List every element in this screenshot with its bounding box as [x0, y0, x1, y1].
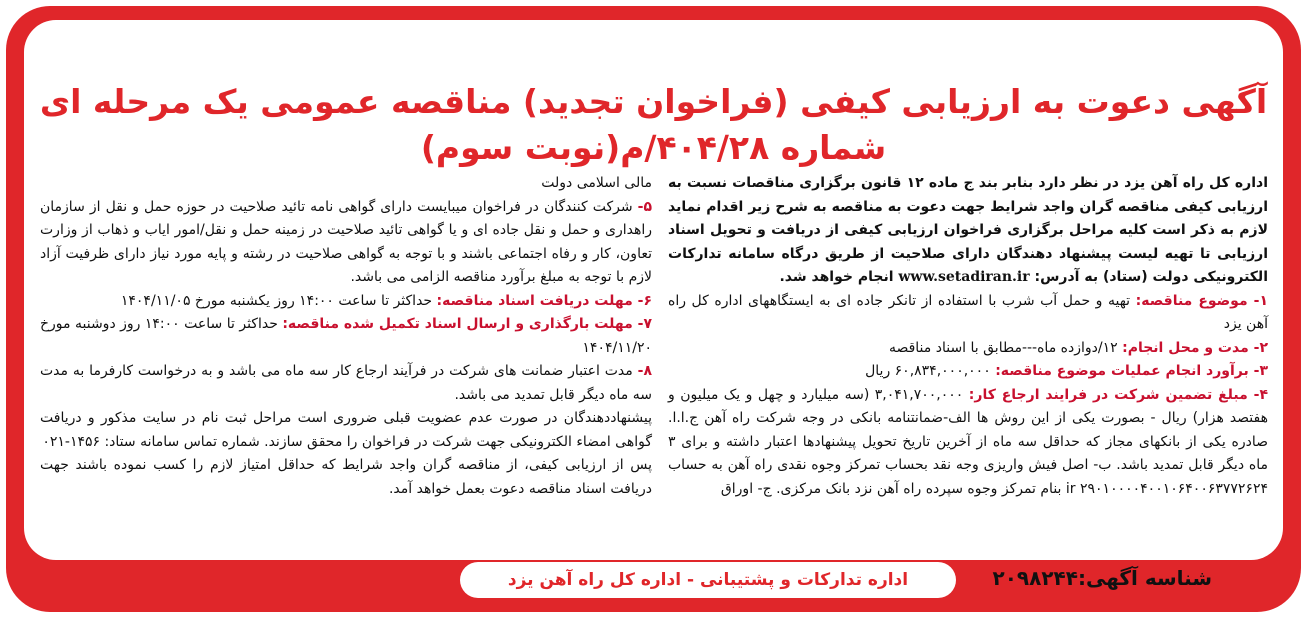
item-8-text: مدت اعتبار ضمانت های شرکت در فرآیند ارجاع کار سه ماه می باشد و به درخواست کارفرما به مدت سه ماه دیگر قابل تمدید می باشد.	[40, 363, 652, 403]
item-5-text: شرکت کنندگان در فراخوان میبایست دارای گواهی نامه تائید صلاحیت در حوزه حمل و نقل از سازمان راهداری و حمل و نقل جاده ای و یا گواهی تائید صلاحیت در زمینه حمل و نقل/امور ایاب و ذهاب از وزارت تعاون، کار و رفاه اجتماعی باشند و با توجه به گواهی صلاحیت در رشته و پایه مورد نیاز دارای ظرفیت آزاد لازم با توجه به مبلغ برآورد مناقصه الزامی می باشد.	[40, 198, 652, 285]
intro-paragraph	[668, 172, 1268, 290]
item-2	[668, 337, 1268, 361]
left-column	[40, 172, 652, 501]
right-column	[668, 172, 1268, 501]
intro-end: انجام خواهد شد.	[779, 269, 894, 285]
item-6-text: حداکثر تا ساعت ۱۴:۰۰ روز یکشنبه مورخ ۱۴۰۴/۱۱/۰۵	[120, 292, 433, 309]
issuing-office: اداره تدارکات و پشتیبانی - اداره کل راه آهن یزد	[460, 562, 956, 598]
item-7	[40, 313, 652, 360]
item-4-label: ۴- مبلغ تضمین شرکت در فرایند ارجاع کار:	[968, 386, 1268, 403]
item-7-text: حداکثر تا ساعت ۱۴:۰۰ روز دوشنبه مورخ ۱۴۰۴/۱۱/۲۰	[40, 316, 652, 356]
item-5-label: ۵-	[637, 198, 652, 215]
item-1-text: تهیه و حمل آب شرب با استفاده از تانکر جاده ای به ایستگاههای اداره کل راه آهن یزد	[668, 292, 1268, 332]
intro-text: اداره کل راه آهن یزد در نظر دارد بنابر بند ج ماده ۱۲ قانون برگزاری مناقصات نسبت به ارزیابی کیفی مناقصه گران واجد شرایط جهت دعوت به مناقصه به شرح زیر اقدام نماید لازم به ذکر است کلیه مراحل برگزاری فراخوان ارزیابی کیفی از دریافت و تحویل اسناد ارزیابی تا تهیه لیست پیشنهاد دهندگان دارای صلاحیت از طریق درگاه سامانه تدارکات الکترونیکی دولت (ستاد) به آدرس:	[668, 175, 1269, 285]
footer	[0, 558, 1307, 602]
ad-number: شماره ۴۰۴/۲۸/م(نوبت سوم)	[420, 128, 887, 167]
item-4-continuation: مالی اسلامی دولت	[541, 175, 652, 191]
registration-paragraph: پیشنهاددهندگان در صورت عدم عضویت قبلی ضروری است مراحل ثبت نام در سایت مذکور و دریافت گواهی امضاء الکترونیکی جهت شرکت در فراخوان را محقق سازند. شماره تماس سامانه ستاد: ۱۴۵۶-۰۲۱	[40, 410, 652, 450]
item-8	[40, 360, 652, 407]
item-2-label: ۲- مدت و محل انجام:	[1122, 339, 1268, 356]
invitation-paragraph: پس از ارزیابی کیفی، از مناقصه گران واجد شرایط که حداقل امتیاز لازم را کسب نموده باشند جهت دریافت اسناد مناقصه دعوت بعمل خواهد آمد.	[40, 457, 652, 497]
item-3	[668, 360, 1268, 384]
item-1	[668, 290, 1268, 337]
item-4-text: ۳,۰۴۱,۷۰۰,۰۰۰ (سه میلیارد و چهل و یک میلیون و هفتصد هزار) ریال - بصورت یکی از این روش ها الف-ضمانتنامه بانکی در وجه شرکت راه آهن ج.ا.ا. صادره یکی از بانکهای مجاز که حداقل سه ماه از آخرین تاریخ تحویل پیشنهادها اعتبار داشته و برای ۳ ماه دیگر قابل تمدید باشد. ب- اصل فیش واریزی وجه نقد بحساب تمرکز وجوه نقدی راه آهن به حساب ir ۲۹۰۱۰۰۰۰۴۰۰۱۰۶۴۰۰۶۳۷۷۲۶۲۴ بنام تمرکز وجوه سپرده راه آهن نزد بانک مرکزی. ج- اوراق	[668, 386, 1268, 497]
item-7-label: ۷- مهلت بارگذاری و ارسال اسناد تکمیل شده مناقصه:	[282, 316, 652, 332]
ad-title: آگهی دعوت به ارزیابی کیفی (فراخوان تجدید) مناقصه عمومی یک مرحله ای	[39, 82, 1268, 121]
item-3-label: ۳- برآورد انجام عملیات موضوع مناقصه:	[995, 363, 1268, 379]
item-1-label: ۱- موضوع مناقصه:	[1135, 292, 1268, 309]
item-6-label: ۶- مهلت دریافت اسناد مناقصه:	[436, 292, 652, 309]
item-5	[40, 196, 652, 290]
setad-url: www.setadiran.ir	[898, 269, 1030, 285]
item-3-text: ۶۰,۸۳۴,۰۰۰,۰۰۰ ریال	[865, 363, 991, 379]
item-6	[40, 290, 652, 314]
item-2-text: ۱۲/دوازده ماه---مطابق با اسناد مناقصه	[888, 339, 1118, 356]
item-4	[668, 384, 1268, 502]
item-8-label: ۸-	[637, 363, 653, 379]
ad-id: شناسه آگهی:۲۰۹۸۲۴۴	[992, 566, 1212, 590]
